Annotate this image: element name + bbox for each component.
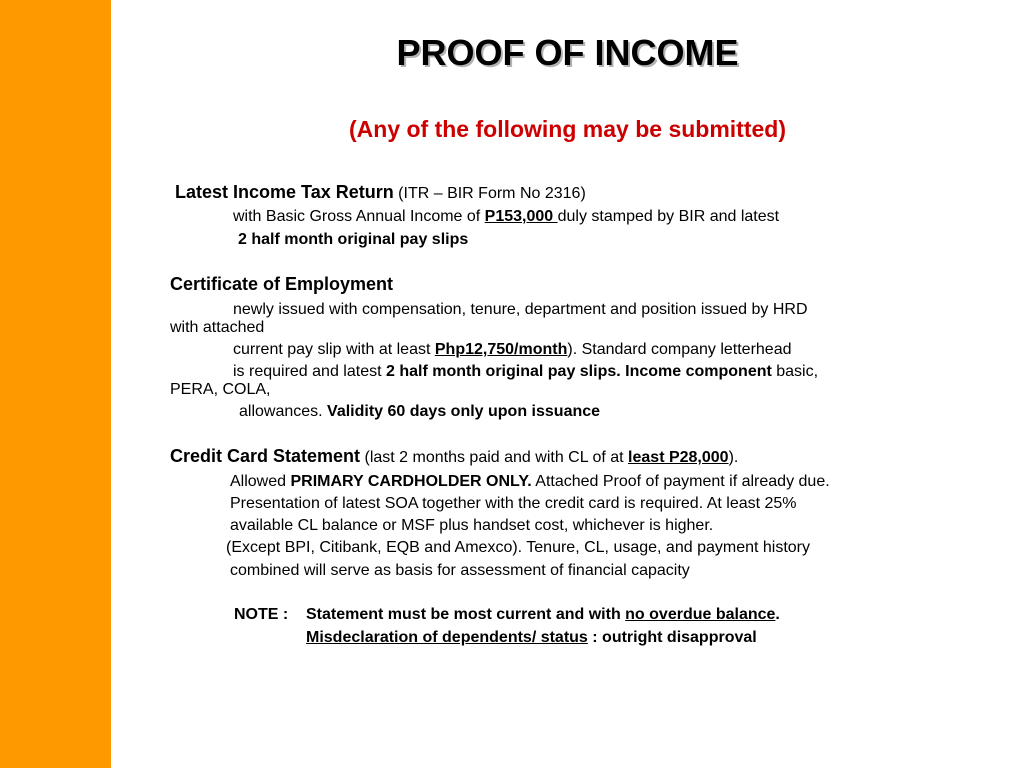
coe-line-3-bold: 2 half month original pay slips. Income component bbox=[385, 363, 772, 380]
cc-line-5: combined will serve as basis for assessment of financial capacity bbox=[230, 562, 690, 579]
itr-line-1 bbox=[233, 207, 779, 226]
coe-line-2-rest: ). Standard company letterhead bbox=[567, 341, 792, 358]
itr-amount: P153,000 bbox=[484, 208, 558, 225]
coe-line-1: newly issued with compensation, tenure, department and position issued by HRD bbox=[233, 301, 808, 318]
itr-heading-note: (ITR – BIR Form No 2316) bbox=[398, 185, 586, 202]
note-misdeclaration: Misdeclaration of dependents/ status bbox=[306, 629, 588, 646]
cc-line-4: (Except BPI, Citibank, EQB and Amexco). Tenure, CL, usage, and payment history bbox=[226, 539, 810, 556]
coe-validity: Validity 60 days only upon issuance bbox=[327, 403, 601, 420]
cc-heading-note-end: ). bbox=[728, 449, 739, 466]
coe-amount: Php12,750/month bbox=[434, 341, 568, 358]
coe-line-2-text: current pay slip with at least bbox=[233, 341, 435, 358]
page-subtitle: (Any of the following may be submitted) bbox=[349, 116, 786, 142]
coe-line-4-text: allowances. bbox=[239, 403, 328, 420]
itr-heading-line bbox=[175, 183, 586, 203]
coe-line-1b: with attached bbox=[170, 319, 265, 336]
cc-heading-note: (last 2 months paid and with CL of at bbox=[360, 449, 629, 466]
itr-line-1-rest: duly stamped by BIR and latest bbox=[557, 208, 780, 225]
orange-side-bar bbox=[0, 0, 111, 768]
coe-heading: Certificate of Employment bbox=[170, 274, 394, 294]
cc-heading: Credit Card Statement bbox=[170, 446, 361, 466]
coe-line-3b: PERA, COLA, bbox=[170, 381, 271, 398]
note-label: NOTE : bbox=[234, 606, 289, 623]
note-no-overdue: no overdue balance bbox=[625, 606, 776, 623]
coe-line-3-text: is required and latest bbox=[233, 363, 386, 380]
coe-line-2 bbox=[233, 340, 792, 359]
coe-line-3-rest: basic, bbox=[771, 363, 819, 380]
itr-line-2: 2 half month original pay slips bbox=[238, 231, 469, 248]
note-line-2-end: : outright disapproval bbox=[587, 629, 757, 646]
cc-primary-only: PRIMARY CARDHOLDER ONLY. bbox=[290, 473, 532, 490]
page-title: PROOF OF INCOME bbox=[396, 32, 739, 73]
cc-line-1-rest: Attached Proof of payment if already due. bbox=[531, 473, 830, 490]
cc-line-3: available CL balance or MSF plus handset cost, whichever is higher. bbox=[230, 517, 714, 534]
cc-line-1 bbox=[230, 472, 830, 491]
cc-line-2: Presentation of latest SOA together with the credit card is required. At least 25% bbox=[230, 495, 797, 512]
itr-heading: Latest Income Tax Return bbox=[175, 182, 394, 202]
cc-heading-line bbox=[170, 447, 738, 467]
note-line-1-text: Statement must be most current and with bbox=[306, 606, 626, 623]
coe-line-3 bbox=[233, 362, 818, 381]
note-line-1 bbox=[306, 605, 780, 624]
coe-line-4 bbox=[239, 402, 600, 421]
note-line-2 bbox=[306, 628, 757, 647]
cc-line-1-text: Allowed bbox=[230, 473, 291, 490]
cc-amount: least P28,000 bbox=[628, 449, 729, 466]
itr-line-1-text: with Basic Gross Annual Income of bbox=[233, 208, 485, 225]
note-line-1-end: . bbox=[775, 606, 780, 623]
